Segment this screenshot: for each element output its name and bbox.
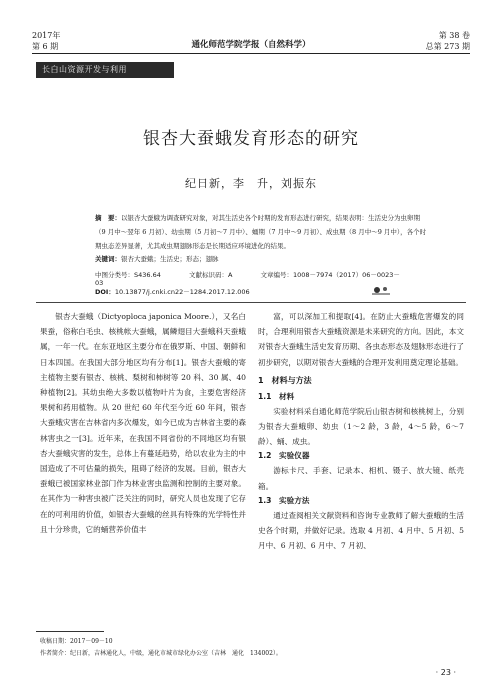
abstract (95, 211, 430, 253)
materials-text: 实验材料采自通化师范学院后山银杏树和核桃树上，分别为银杏大蚕蛾卵、幼虫（1～2 龄，3 龄，4～5 龄，6～7 龄）、蛹、成虫。 (258, 406, 464, 447)
journal-name: 通化师范学院学报（自然科学） (191, 40, 311, 50)
header-year: 2017年 (32, 31, 61, 40)
header-volume: 第 38 卷 (438, 31, 470, 40)
header-total-issue: 总第 273 期 (425, 42, 470, 51)
body-paragraph: 银杏大蚕蛾（Dictyoploca japonica Moore.），又名白果蚕，俗称白毛虫、核桃帐大蚕蛾，属鳞翅目大蚕蛾科天蚕蛾属，一年一代。在东亚地区主要分布在俄罗斯、中国、朝鲜和日本四国。在我国大部分地区均有分布[1]。银杏大蚕蛾的寄主植物主要有银杏、核桃、梨树和柿树等 20 科、30 属、40 种植物[2]。其幼虫绝大多数以植物叶片为食，主要危害经济果树和药用植物。从 20 世纪 60 年代至今近 60 年间，银杏大蚕蛾灾害在吉林省内多次爆发，如今已成为吉林省主要的森林害虫之一[3]。近年来，在我国不同省份的不同地区均有银杏大蚕蛾灾害的发生，总体上有蔓延趋势，给以农业为主的中国造成了不可估量的损失，阻碍了经济的发展。目前，银杏大蚕蛾已被国家林业部门作为林业害虫监测和控制的主要对象。在其作为一种害虫被广泛关注的同时，研究人员也发现了它存在的可利用的价值，如银杏大蚕蛾的丝具有特殊的光学特性并且十分珍贵，它的蛹营养价值丰 (40, 312, 246, 534)
doi-value: 10.13877/j.cnki.cn22－1284.2017.12.006 (114, 288, 250, 296)
instruments-text: 游标卡尺、手套、记录本、相机、镊子、放大镜、纸壳箱。 (258, 466, 464, 491)
keywords (95, 254, 430, 263)
abstract-text: 以银杏大蚕蛾为调查研究对象，对其生活史各个时期的发育形态进行研究，结果表明：生活史分为虫卵期（9 月中～翌年 6 月初）、幼虫期（5 月初～7 月中）、蛹期（7 月中～9 月初）、成虫期（8 月中～9 月中），各个时期虫态差异显著，尤其成虫期翅脉形态是长期适应环境进化的结果。 (95, 214, 427, 250)
document-code: 文献标识码：A (188, 271, 233, 279)
header-issue: 第 6 期 (32, 42, 59, 51)
footnote-rule (36, 631, 104, 632)
doi-label: DOI： (95, 288, 115, 296)
page-number: · 23 · (435, 668, 456, 677)
methods-text: 通过查阅相关文献资料和咨询专业教师了解大蚕蛾的生活史各个时期，并做好记录。选取 4 月初、4 月中、5 月初、5 月中、6 月初、6 月中、7 月初、 (258, 510, 464, 551)
journal-logo-icon (370, 283, 392, 297)
article-number: 文章编号：1008－7974（2017）06－0023－03 (95, 271, 400, 287)
section-heading-1-1: 1.1 材料 (258, 391, 295, 401)
section-heading-1: 1 材料与方法 (258, 375, 312, 385)
body-column-left (40, 309, 246, 537)
body-column-right (258, 309, 464, 553)
section-heading-1-2: 1.2 实验仪器 (258, 451, 310, 461)
section-banner (36, 62, 174, 78)
article-title: 银杏大蚕蛾发育形态的研究 (143, 129, 359, 149)
footnote-author: 作者简介：纪日新，吉林通化人，中级，通化市城市绿化办公室（吉林 通化 134002）。 (40, 650, 282, 657)
abstract-rule (36, 302, 466, 303)
header-rule (32, 53, 470, 54)
section-banner-label: 长白山资源开发与利用 (42, 65, 127, 74)
keywords-label: 关键词： (95, 255, 121, 263)
keywords-text: 银杏大蚕蛾；生活史；形态；翅脉 (121, 255, 219, 263)
abstract-label: 摘 要： (95, 214, 121, 222)
running-header-right (426, 30, 470, 52)
article-authors: 纪日新，李 升，刘振东 (185, 177, 317, 190)
section-heading-1-3: 1.3 实验方法 (258, 495, 310, 505)
doi (95, 287, 250, 296)
body-paragraph-intro: 富，可以深加工和提取[4]。在防止大蚕蛾危害爆发的同时，合理利用银杏大蚕蛾资源是未来研究的方向。因此，本文对银杏大蚕蛾生活史发育历期、各虫态形态及翅脉形态进行了初步研究，以期对银杏大蚕蛾的合理开发利用奠定理论基础。 (258, 312, 464, 367)
footnote-received: 收稿日期：2017－09－10 (40, 638, 113, 645)
clc-number: 中图分类号：S436.64 (95, 271, 161, 279)
